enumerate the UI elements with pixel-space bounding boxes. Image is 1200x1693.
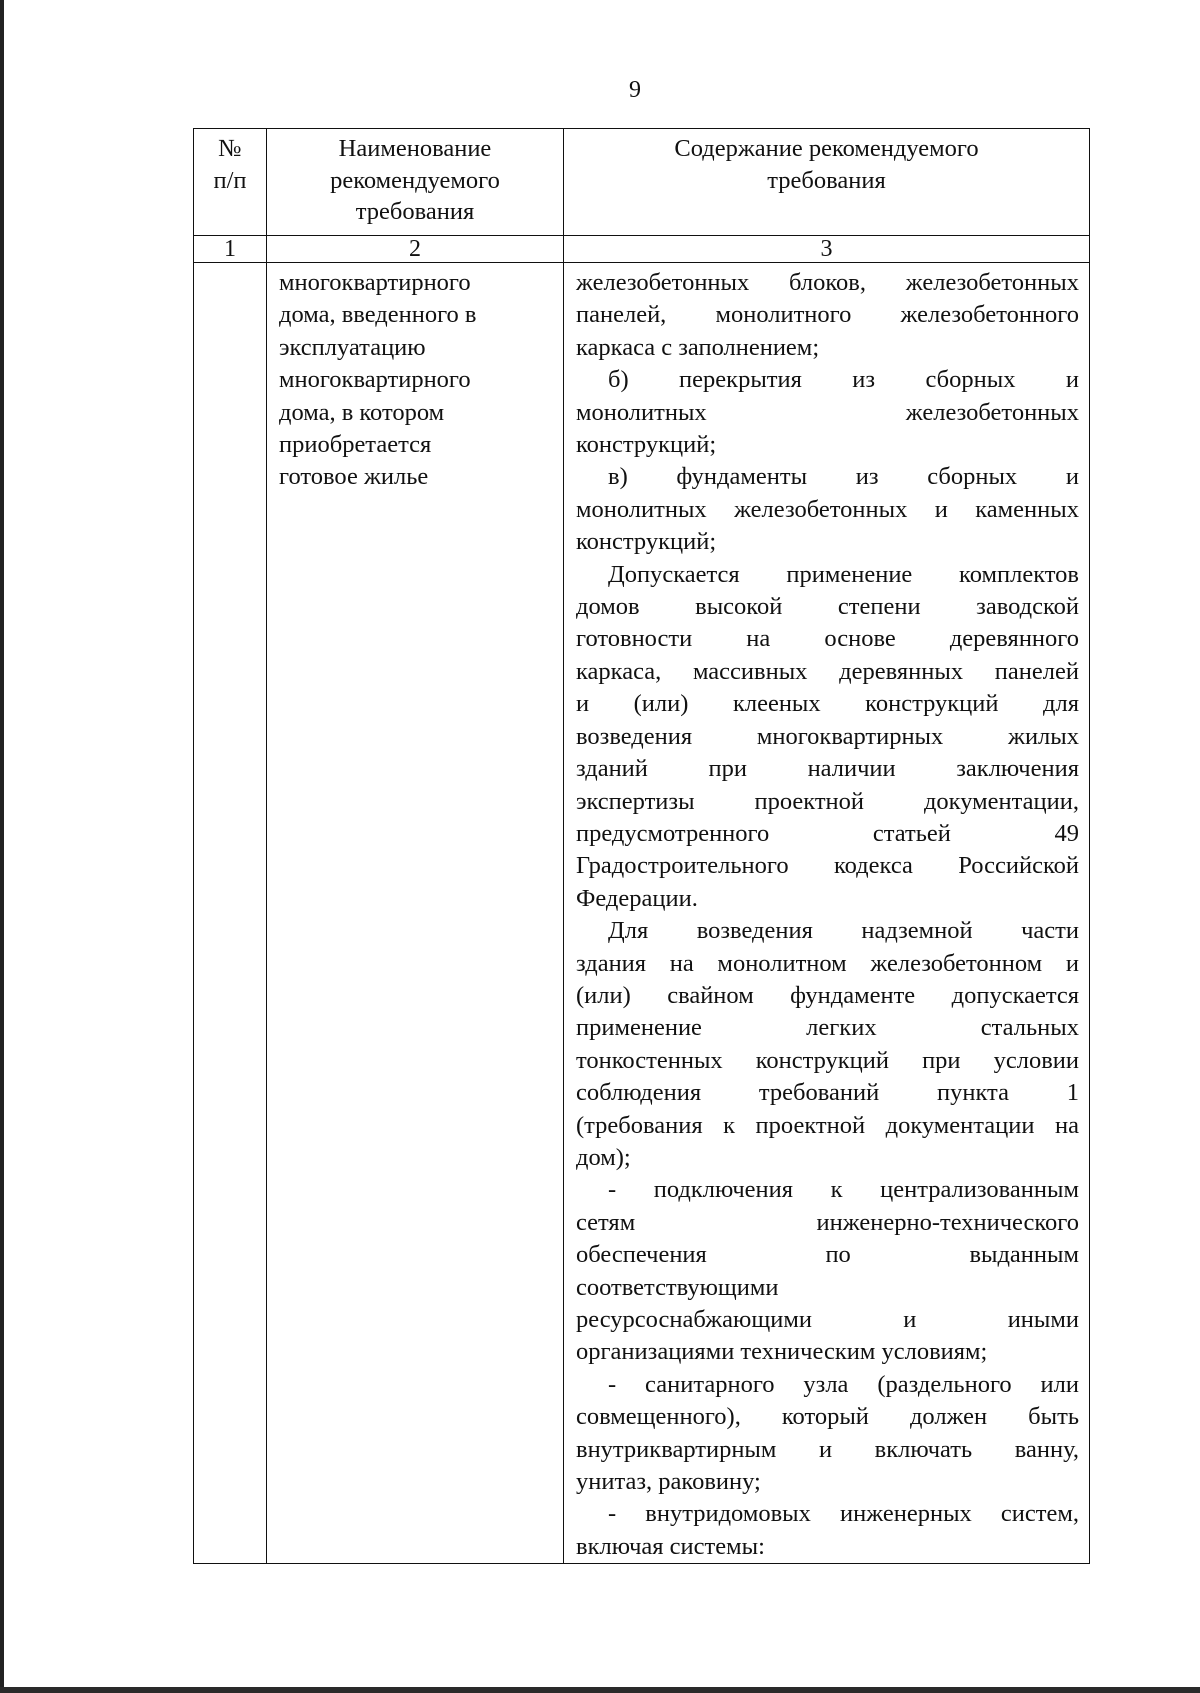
column-number-1: 1 [194, 236, 267, 263]
text-line: монолитных железобетонных и каменных [576, 495, 1079, 523]
text-line: (или) свайном фундаменте допускается [576, 981, 1079, 1009]
text-line: каркаса, массивных деревянных панелей [576, 657, 1079, 685]
text-line: Федерации. [576, 884, 698, 912]
text-line: Для возведения надземной части [608, 917, 1079, 945]
text-line: совмещенного), который должен быть [576, 1403, 1079, 1431]
text-line: возведения многоквартирных жилых [576, 722, 1079, 750]
text-line: железобетонных блоков, железобетонных [576, 269, 1079, 296]
text-line: готовое жилье [279, 463, 429, 491]
text-line: экспертизы проектной документации, [576, 787, 1079, 815]
header-text-line: п/п [213, 166, 247, 194]
header-content-cell [564, 129, 1090, 236]
header-text-line: требования [767, 166, 886, 194]
text-line: внутриквартирным и включать ванну, [576, 1435, 1079, 1463]
header-text-line: требования [355, 198, 475, 225]
text-line: эксплуатацию [279, 333, 426, 361]
text-line: панелей, монолитного железобетонного [576, 301, 1079, 329]
text-line: домов высокой степени заводской [576, 593, 1079, 621]
text-line: применение легких стальных [576, 1014, 1079, 1042]
text-line: здания на монолитном железобетонном и [576, 949, 1079, 977]
text-line: зданий при наличии заключения [576, 755, 1079, 783]
text-line: конструкций; [576, 528, 717, 556]
column-number-2: 2 [267, 236, 564, 263]
text-line: организациями техническим условиям; [576, 1338, 988, 1366]
text-line: дома, в котором [279, 398, 445, 426]
column-number-3: 3 [564, 236, 1090, 263]
text-line: каркаса с заполнением; [576, 333, 820, 361]
text-line: - внутридомовых инженерных систем, [608, 1500, 1079, 1528]
requirement-content-cell [564, 263, 1090, 1564]
header-number-cell [194, 129, 267, 236]
table-header-row [194, 129, 1090, 236]
header-text-line: Содержание рекомендуемого [674, 135, 979, 162]
text-line: приобретается [279, 431, 432, 459]
text-line: тонкостенных конструкций при условии [576, 1046, 1079, 1074]
text-line: - санитарного узла (раздельного или [608, 1370, 1079, 1398]
text-line: соблюдения требований пункта 1 [576, 1079, 1079, 1107]
text-line: б) перекрытия из сборных и [608, 366, 1079, 394]
row-number-cell [194, 263, 267, 1564]
text-line: дом); [576, 1143, 631, 1171]
text-line: многоквартирного [279, 366, 471, 394]
header-text-line: рекомендуемого [330, 166, 500, 194]
text-line: (требования к проектной документации на [576, 1111, 1079, 1139]
text-line: унитаз, раковину; [576, 1468, 761, 1496]
text-line: соответствующими [576, 1273, 779, 1301]
text-line: в) фундаменты из сборных и [608, 463, 1079, 491]
text-line: и (или) клееных конструкций для [576, 690, 1079, 718]
text-line: ресурсоснабжающими и иными [576, 1306, 1079, 1333]
column-number-row [194, 236, 1090, 263]
text-line: сетям инженерно-технического [576, 1208, 1079, 1236]
table-row [194, 263, 1090, 1564]
text-line: обеспечения по выданным [576, 1241, 1079, 1269]
header-name-cell [267, 129, 564, 236]
requirements-table [193, 128, 1090, 1564]
text-line: готовности на основе деревянного [576, 625, 1079, 653]
scan-edge-left [0, 0, 4, 1693]
page-number: 9 [629, 77, 641, 103]
header-text-line: № [218, 135, 242, 162]
header-text-line: Наименование [338, 135, 492, 162]
requirement-name-cell [267, 263, 564, 1564]
scan-edge-bottom [0, 1687, 1200, 1693]
text-line: дома, введенного в [279, 301, 477, 329]
text-line: включая системы: [576, 1532, 765, 1560]
text-line: Допускается применение комплектов [608, 560, 1079, 588]
text-line: Градостроительного кодекса Российской [576, 852, 1079, 880]
text-line: многоквартирного [279, 269, 471, 296]
text-line: предусмотренного статьей 49 [576, 819, 1079, 847]
text-line: монолитных железобетонных [576, 398, 1079, 426]
text-line: - подключения к централизованным [608, 1176, 1079, 1204]
text-line: конструкций; [576, 431, 717, 459]
